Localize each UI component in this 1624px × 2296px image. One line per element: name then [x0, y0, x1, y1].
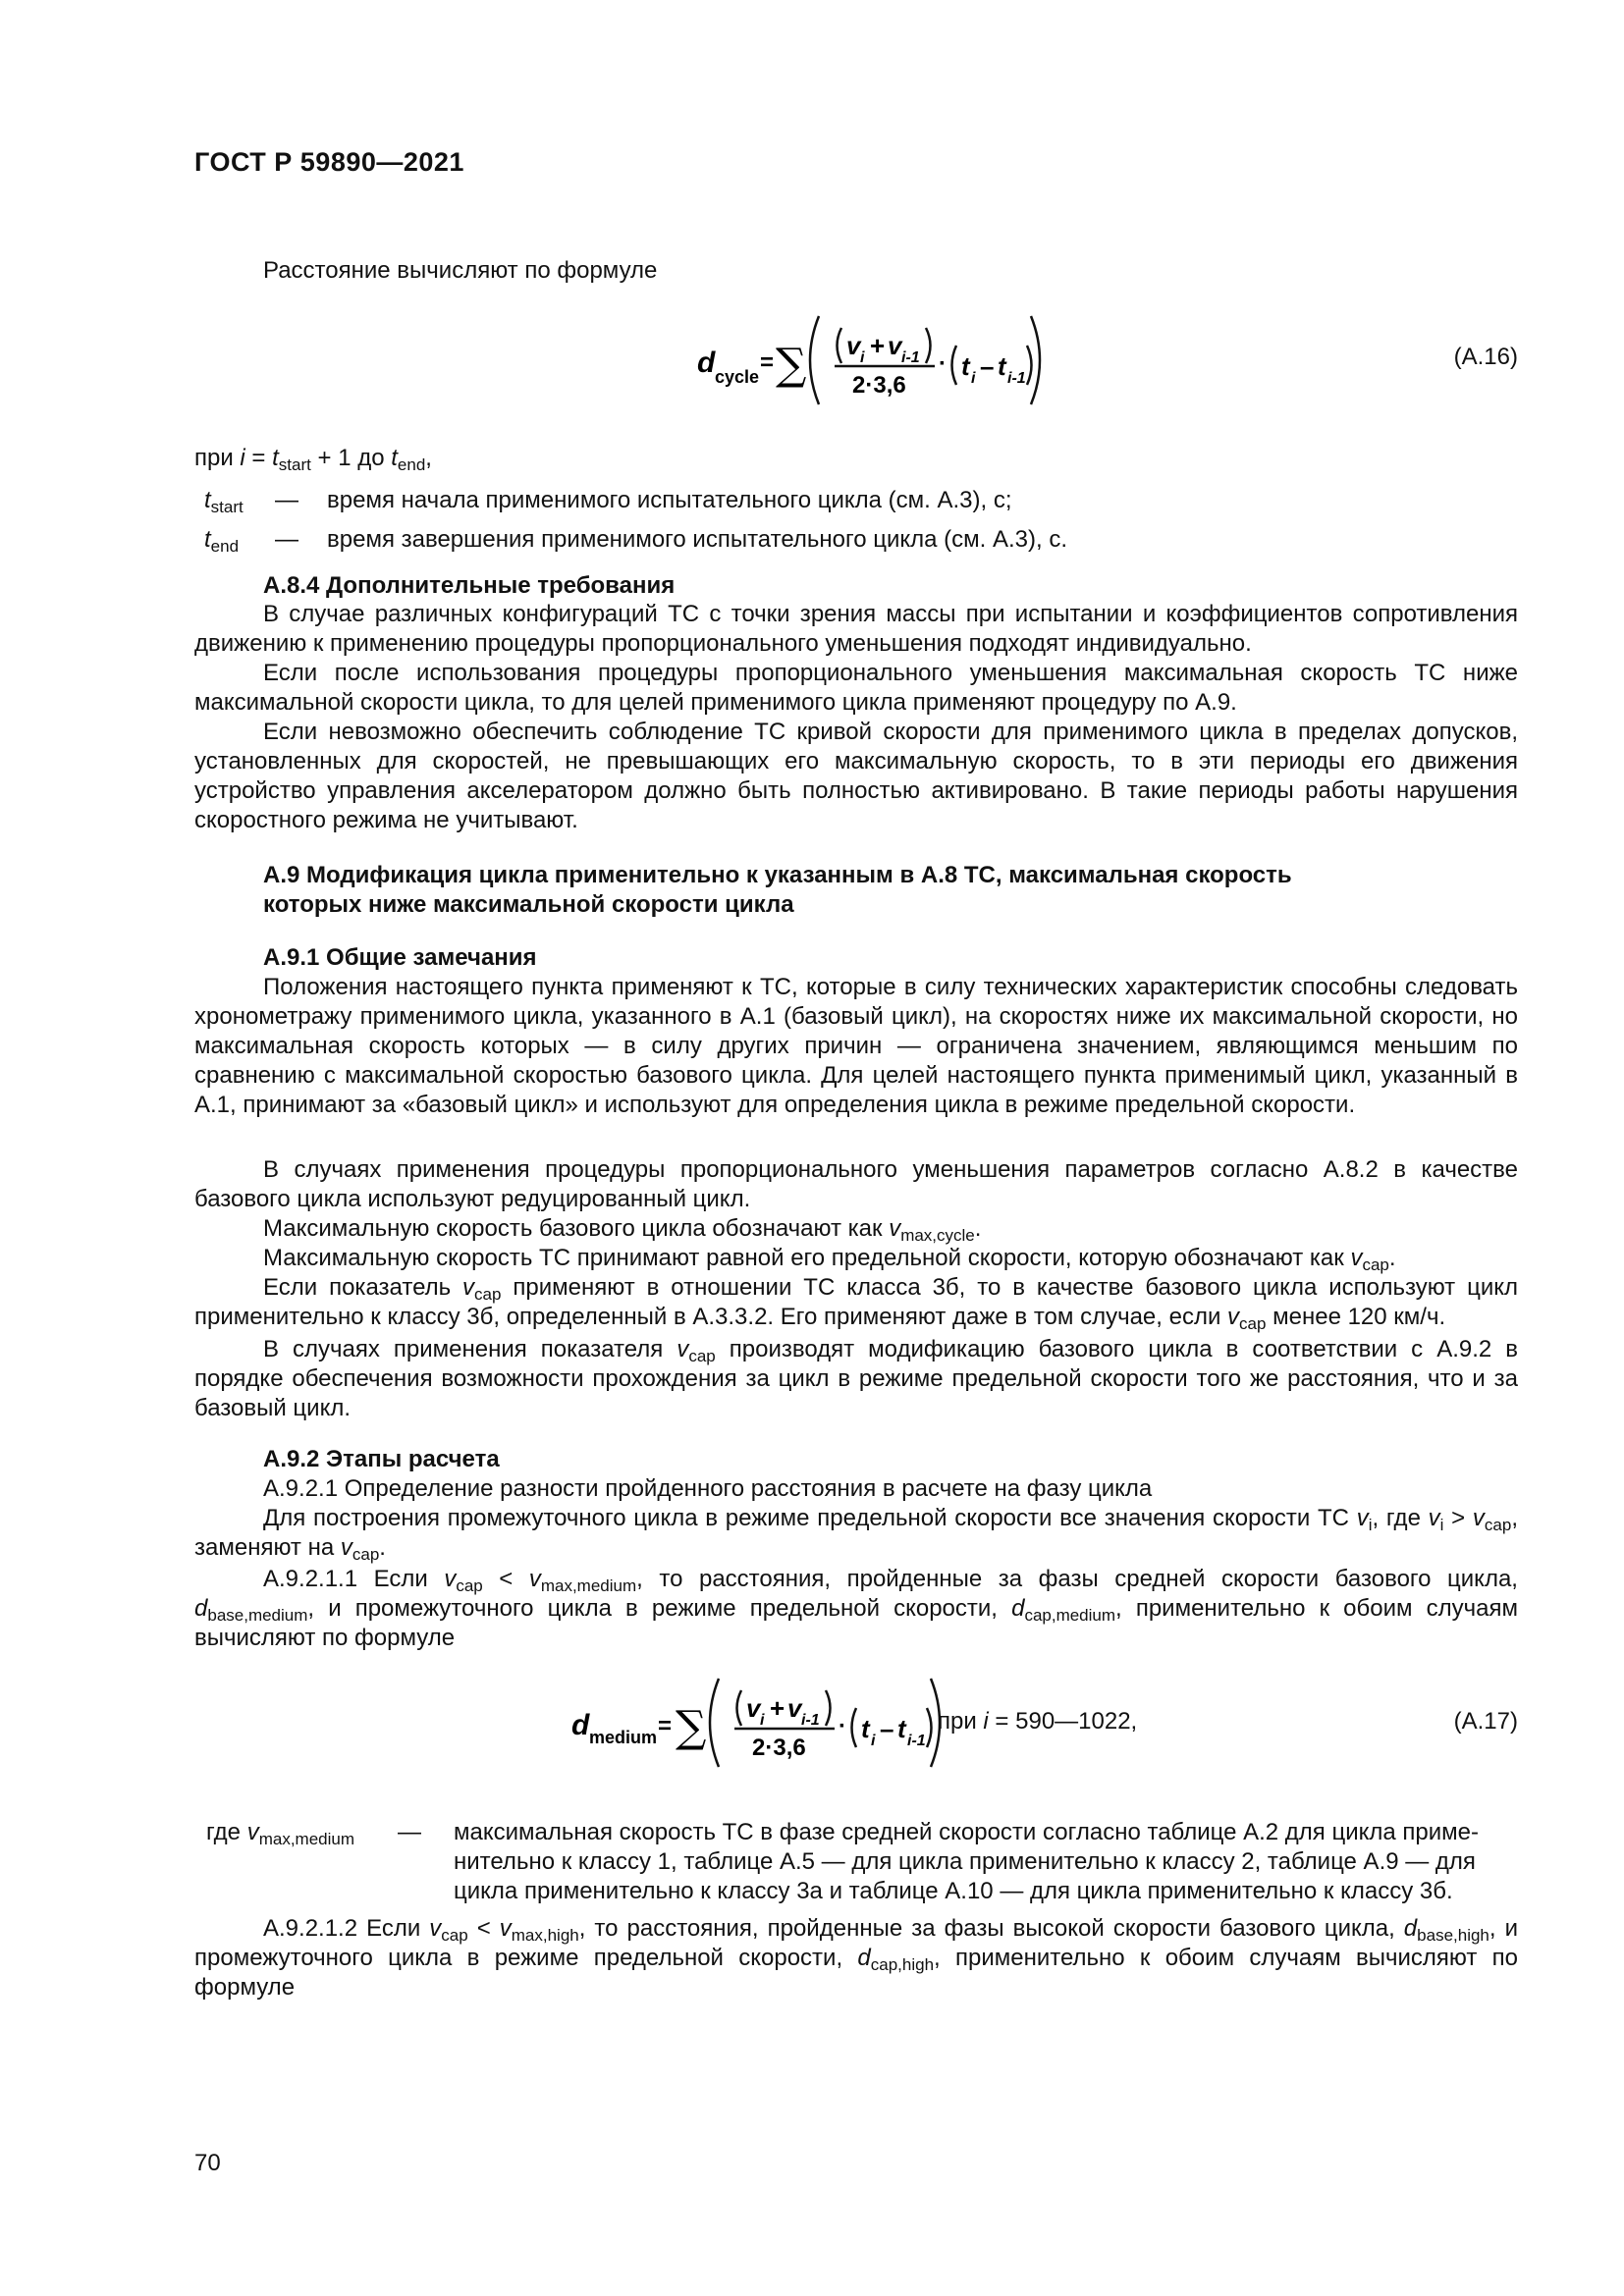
p6-sym: v — [677, 1336, 689, 1362]
formula-a16-v2: v — [888, 331, 902, 360]
a92-p3-sub3: base,medium — [207, 1606, 308, 1625]
formula-a17-dot: · — [839, 1713, 846, 1739]
p6-a: В случаях применения показателя — [263, 1336, 677, 1362]
formula-a16-range — [194, 444, 432, 473]
range-eq: = — [244, 445, 273, 471]
section-a84-p2: Если после использования процедуры пропорционального уменьшения максимальная скорость ТС ниже максимальной скорости цикла, то для целей применимого цикла применяют процедуру по А.9. — [194, 660, 1518, 716]
a92-p3-sub2: max,medium — [540, 1576, 637, 1595]
section-a9-title-line2: которых ниже максимальной скорости цикла — [263, 891, 794, 918]
formula-a17-number: (А.17) — [1453, 1708, 1518, 1735]
formula-a17-denominator: 2·3,6 — [752, 1735, 806, 1761]
formula-a17-t2: t — [897, 1714, 906, 1743]
def-t-end-sym: t — [204, 526, 211, 553]
a9212-e: , применительно к обоим случаям вычисляют по формуле — [194, 1945, 1518, 2001]
formula-a17-v1: v — [746, 1693, 761, 1723]
a92-p2-sym2: v — [1428, 1505, 1440, 1531]
range-var-i: i — [240, 445, 245, 471]
def-v-max-medium-line2: нительно к классу 1, таблице А.5 — для цикла применительно к классу 2, таблице А.9 — для — [454, 1848, 1476, 1875]
formula-a16-paren-t-right — [1027, 346, 1032, 385]
formula-a17-lhs-sub: medium — [589, 1728, 658, 1747]
a92-p2-c: > — [1443, 1505, 1473, 1531]
def-t-start-text: время начала применимого испытательного цикла (см. А.3), с; — [327, 487, 1012, 513]
section-a92-p3 — [194, 1565, 1518, 1653]
def-t-start-sub: start — [210, 498, 244, 516]
p4-end: . — [1388, 1245, 1396, 1271]
formula-a17-plus: + — [770, 1693, 785, 1723]
formula-a16-v1: v — [846, 331, 861, 360]
section-a91-p3 — [194, 1214, 1518, 1244]
formula-a17-v1-sub: i — [760, 1712, 765, 1729]
p5-a: Если показатель — [263, 1274, 463, 1301]
p4-sym: v — [1350, 1245, 1363, 1271]
formula-a16-paren-outer-left — [810, 316, 819, 404]
section-a91-p2: В случаях применения процедуры пропорционального уменьшения параметров согласно А.8.2 в качестве базового цикла используют редуцированный цикл. — [194, 1156, 1518, 1212]
formula-a17-paren-t-left — [852, 1708, 857, 1747]
a92-p2-sub2: i — [1439, 1516, 1444, 1534]
p5-b: применяют в отношении ТС класса 3б, то в качестве базового цикла используют цикл применительно к классу 3б, определенный в А.3.3.2. Его применяют даже в том случае, если — [194, 1274, 1518, 1330]
a92-p2-sym: v — [1356, 1505, 1369, 1531]
def-t-end-dash: — — [275, 526, 298, 553]
a17-cond-i: i — [983, 1708, 989, 1735]
a92-p3-d: , и промежуточного цикла в режиме предельной скорости, — [307, 1595, 1012, 1622]
range-suffix: , — [425, 445, 432, 471]
section-a84-p1: В случае различных конфигураций ТС с точки зрения массы при испытании и коэффициентов сопротивления движению к применению процедуры пропорционального уменьшения подходят индивидуально. — [194, 601, 1518, 657]
p5-sub: cap — [474, 1285, 502, 1304]
a9212-sub: cap — [441, 1926, 468, 1945]
p3-sub: max,cycle — [900, 1226, 975, 1245]
p4-sub: cap — [1362, 1255, 1389, 1274]
formula-a16-eq: = — [760, 349, 775, 376]
a92-p3-sub4: cap,medium — [1024, 1606, 1116, 1625]
a92-p3-sym3: d — [194, 1595, 208, 1622]
formula-a17-condition — [938, 1708, 1137, 1735]
a92-p3-a: А.9.2.1.1 Если — [263, 1566, 445, 1592]
a92-p2-d: , заменяют на — [194, 1505, 1518, 1561]
page-number: 70 — [194, 2150, 221, 2176]
formula-a17-t1: t — [861, 1714, 870, 1743]
a92-p2-sub3: cap — [1484, 1516, 1512, 1534]
a17-cond-b: = 590—1022, — [988, 1708, 1138, 1735]
section-a92-p1: А.9.2.1 Определение разности пройденного расстояния в расчете на фазу цикла — [263, 1475, 1153, 1502]
formula-a17-paren-num-left — [737, 1690, 742, 1726]
section-a91-p5 — [194, 1273, 1518, 1332]
formula-a16 — [687, 306, 1041, 414]
a9212-sym3: d — [1403, 1915, 1418, 1942]
def-v-max-medium — [206, 1818, 354, 1847]
range-t-end: t — [391, 445, 398, 471]
p5-c: менее 120 км/ч. — [1266, 1304, 1446, 1330]
range-t-start-sub: start — [278, 455, 311, 474]
p5-sub2: cap — [1239, 1314, 1267, 1333]
a92-p3-b: < — [482, 1566, 529, 1592]
a9212-b: < — [467, 1915, 500, 1942]
formula-a16-v2-sub: i-1 — [901, 349, 920, 366]
a9212-sym: v — [429, 1915, 442, 1942]
formula-a17-paren-num-right — [826, 1690, 831, 1726]
a92-p2-sub: i — [1368, 1516, 1373, 1534]
section-a84-p3: Если невозможно обеспечить соблюдение ТС кривой скорости для применимого цикла в пределах допусков, установленных для скоростей, не превышающих его максимальную скорость, то в эти периоды его движения устройство управления акселератором должно быть полностью активировано. В такие периоды работы нарушения скоростного режима не учитывают. — [194, 719, 1518, 833]
formula-a16-t2: t — [998, 351, 1006, 381]
formula-a16-lhs-sub: cycle — [715, 367, 760, 387]
def-t-start-dash: — — [275, 487, 298, 513]
formula-a17-v2: v — [787, 1693, 802, 1723]
section-a91-p4 — [194, 1244, 1518, 1273]
range-mid: + 1 до — [310, 445, 392, 471]
formula-a17-eq: = — [658, 1713, 673, 1739]
a92-p2-a: Для построения промежуточного цикла в режиме предельной скорости все значения скорости ТС — [263, 1505, 1357, 1531]
def-v-max-medium-dash: — — [398, 1819, 421, 1845]
def-t-start — [204, 486, 244, 515]
formula-a16-v1-sub: i — [860, 349, 865, 366]
formula-a17-paren-t-right — [927, 1708, 932, 1747]
p6-b: производят модификацию базового цикла в соответствии с А.9.2 в порядке обеспечения возможности прохождения за цикл в режиме предельной скорости того же расстояния, что и за базовый цикл. — [194, 1336, 1519, 1421]
formula-a17-paren-outer-left — [710, 1679, 719, 1767]
a92-p2-e: . — [379, 1534, 386, 1561]
def-t-end-text: время завершения применимого испытательного цикла (см. А.3), с. — [327, 526, 1068, 553]
formula-a16-t1: t — [961, 351, 970, 381]
a9212-sym2: v — [499, 1915, 512, 1942]
formula-a16-sigma: ∑ — [776, 340, 807, 390]
a92-p2-sym3: v — [1472, 1505, 1485, 1531]
a9212-sub4: cap,high — [870, 1955, 935, 1974]
section-a9-title-line1: А.9 Модификация цикла применительно к указанным в А.8 ТС, максимальная скорость — [263, 862, 1292, 888]
section-a91-p1: Положения настоящего пункта применяют к ТС, которые в силу технических характеристик способны следовать хронометражу применимого цикла, указанного в А.1 (базовый цикл), на скоростях ниже их максимальной скорости, но максимальная скорость которых — в силу других причин — ограничена значением, являющимся меньшим по сравнению с максимальной скоростью базового цикла. Для целей настоящего пункта применимый цикл, указанный в А.1, принимают за «базовый цикл» и используют для определения цикла в режиме предельной скорости. — [194, 974, 1518, 1118]
formula-a16-t2-sub: i-1 — [1007, 370, 1026, 387]
a9212-sub2: max,high — [511, 1926, 579, 1945]
def-t-end — [204, 525, 239, 555]
p3-sym: v — [889, 1215, 901, 1242]
def-v-sym: v — [246, 1819, 259, 1845]
formula-a17-t2-sub: i-1 — [907, 1733, 926, 1749]
p6-sub: cap — [688, 1347, 716, 1365]
p3-text: Максимальную скорость базового цикла обозначают как — [263, 1215, 890, 1242]
intro-line: Расстояние вычисляют по формуле — [263, 257, 658, 284]
formula-a16-svg — [687, 306, 1041, 414]
section-a92-p2 — [194, 1504, 1518, 1563]
section-a9212 — [194, 1914, 1518, 2002]
range-t-end-sub: end — [397, 455, 426, 474]
formula-a16-minus: – — [980, 351, 995, 381]
a92-p3-sym4: d — [1011, 1595, 1025, 1622]
def-t-start-sym: t — [204, 487, 211, 513]
formula-a16-t1-sub: i — [971, 370, 976, 387]
formula-a17-minus: – — [880, 1714, 894, 1743]
p5-sym2: v — [1227, 1304, 1240, 1330]
a92-p3-e: , применительно к обоим случаям вычисляют по формуле — [194, 1595, 1518, 1651]
formula-a16-number: (А.16) — [1453, 344, 1518, 370]
formula-a16-lhs: d — [697, 347, 716, 379]
formula-a17-sigma: ∑ — [676, 1702, 707, 1752]
a92-p3-sym2: v — [528, 1566, 541, 1592]
a92-p3-sub: cap — [456, 1576, 483, 1595]
section-a84-title: А.8.4 Дополнительные требования — [263, 572, 676, 599]
formula-a16-paren-t-left — [952, 346, 957, 385]
formula-a16-paren-num-right — [926, 328, 931, 363]
def-v-sub: max,medium — [258, 1830, 355, 1848]
a17-cond-a: при — [938, 1708, 984, 1735]
def-v-max-medium-line1: максимальная скорость ТС в фазе средней скорости согласно таблице А.2 для цикла приме- — [454, 1819, 1479, 1845]
def-where: где — [206, 1819, 247, 1845]
formula-a16-plus: + — [870, 331, 886, 360]
a92-p3-c: , то расстояния, пройденные за фазы средней скорости базового цикла, — [636, 1566, 1518, 1592]
def-t-end-sub: end — [210, 537, 240, 556]
a9212-a: А.9.2.1.2 Если — [263, 1915, 430, 1942]
range-t-start: t — [272, 445, 279, 471]
a9212-sym4: d — [857, 1945, 871, 1971]
p4-text: Максимальную скорость ТС принимают равной его предельной скорости, которую обозначают как — [263, 1245, 1351, 1271]
section-a91-title: А.9.1 Общие замечания — [263, 944, 537, 971]
p3-end: . — [974, 1215, 982, 1242]
formula-a17-v2-sub: i-1 — [801, 1712, 820, 1729]
a9212-c: , то расстояния, пройденные за фазы высокой скорости базового цикла, — [578, 1915, 1404, 1942]
formula-a17-lhs: d — [571, 1709, 590, 1741]
section-a91-p6 — [194, 1335, 1518, 1423]
document-header: ГОСТ Р 59890—2021 — [194, 147, 464, 177]
p5-sym: v — [462, 1274, 475, 1301]
section-a92-title: А.9.2 Этапы расчета — [263, 1446, 500, 1472]
a9212-sub3: base,high — [1417, 1926, 1489, 1945]
a92-p2-b: , где — [1372, 1505, 1429, 1531]
formula-a16-denominator: 2·3,6 — [852, 372, 906, 399]
a92-p2-sub4: cap — [352, 1545, 380, 1564]
formula-a16-paren-num-left — [838, 328, 842, 363]
a9212-d: , и промежуточного цикла в режиме предельной скорости, — [194, 1915, 1518, 1971]
range-prefix: при — [194, 445, 241, 471]
a92-p2-sym4: v — [340, 1534, 352, 1561]
formula-a16-dot: · — [939, 350, 947, 377]
a92-p3-sym: v — [444, 1566, 457, 1592]
formula-a17-t1-sub: i — [871, 1733, 876, 1749]
def-v-max-medium-line3: цикла применительно к классу 3а и таблице А.10 — для цикла применительно к классу 3б. — [454, 1878, 1453, 1904]
